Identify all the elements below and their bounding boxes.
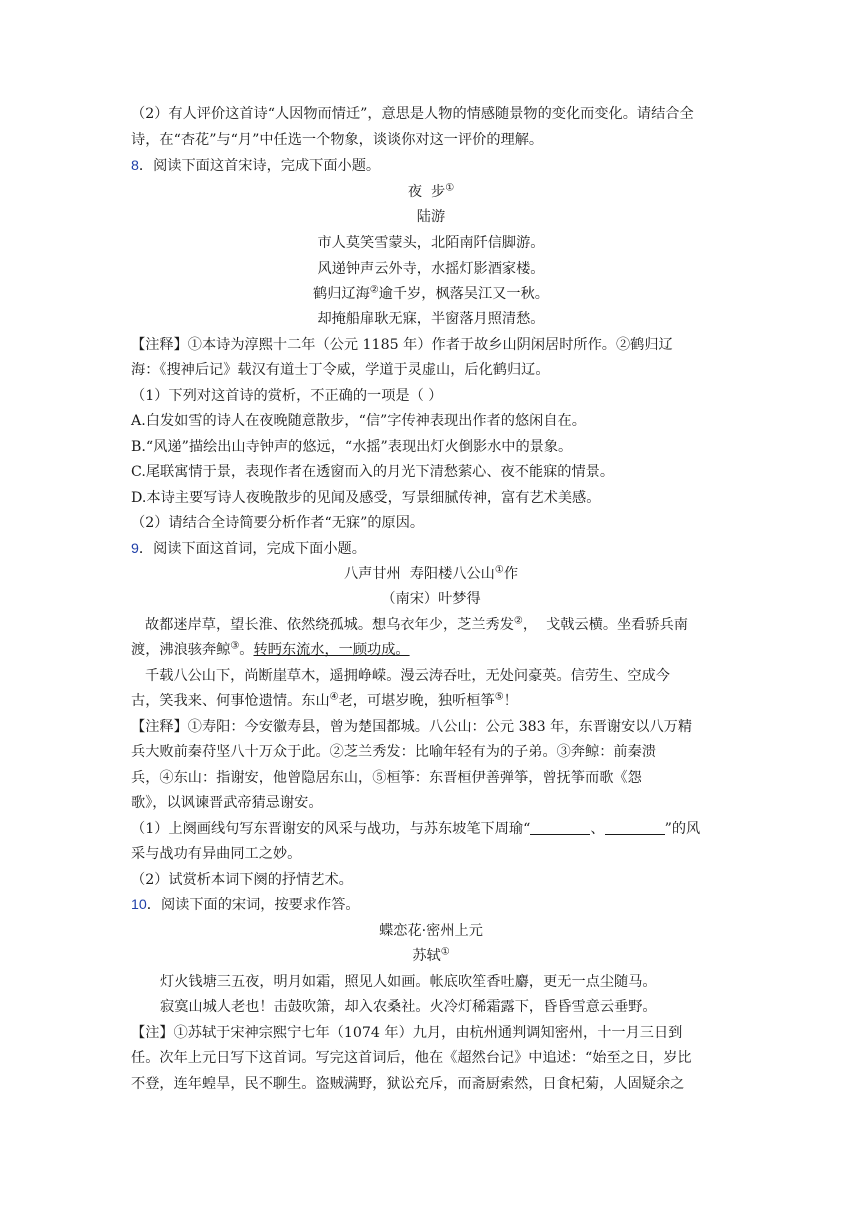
q8-heading	[131, 156, 731, 176]
q9-title-part-a: 八声甘州 寿阳楼八公山	[343, 566, 495, 582]
q9-note-line-3: 兵，④东山：指谢安，他曾隐居东山，⑤桓筝：东晋桓伊善弹筝，曾抚筝而歌《怨	[131, 770, 642, 786]
q9-s1l2-b: 。	[239, 642, 254, 658]
q9-s1l1-note: ②	[513, 615, 523, 627]
q8-sub1: （1）下列对这首诗的赏析，不正确的一项是（ ）	[131, 388, 443, 404]
q7-sub2-line1: （2）有人评价这首诗“人因物而情迁”，意思是人物的情感随景物的变化而变化。请结合全	[131, 106, 694, 122]
q9-s2l2-note2: ⑤	[494, 691, 504, 703]
q10-note-line-1: 【注】①苏轼于宋神宗熙宁七年（1074 年）九月，由杭州通判调知密州，十一月三日到	[131, 1025, 683, 1041]
q8-option-c: C.尾联寓情于景，表现作者在透窗而入的月光下清愁萦心、夜不能寐的情景。	[131, 464, 615, 480]
q10-number[interactable]: 10	[131, 897, 147, 913]
q8-poem-line-1: 市人莫笑雪蒙头，北陌南阡信脚游。	[317, 235, 545, 251]
q9-sub1-sep: 、	[590, 821, 605, 837]
q9-stanza1-line1	[145, 615, 745, 635]
q8-number[interactable]: 8	[131, 158, 139, 174]
q8-note-line-2: 海：《搜神后记》载汉有道士丁令威，学道于灵虚山，后化鹤归辽。	[131, 362, 550, 378]
q8-line3-part-a: 鹤归辽海	[313, 286, 370, 302]
q9-note-line-4: 歌》，以讽谏晋武帝猜忌谢安。	[131, 795, 323, 811]
q8-sub2: （2）请结合全诗简要分析作者“无寐”的原因。	[131, 515, 425, 531]
q8-title-text: 夜 步	[407, 184, 446, 200]
q10-ci-title: 蝶恋花·密州上元	[379, 923, 483, 939]
q9-s1l2-note: ③	[230, 640, 240, 652]
q8-poem-line-2: 风递钟声云外寺，水摇灯影酒家楼。	[317, 261, 545, 277]
q9-note-line-2: 兵大败前秦苻坚八十万众于此。②芝兰秀发：比喻年轻有为的子弟。③奔鲸：前秦溃	[131, 744, 656, 760]
q10-heading	[131, 895, 731, 915]
q9-s2l2-note1: ④	[329, 691, 339, 703]
q10-note-line-2: 任。次年上元日写下这首词。写完这首词后，他在《超然台记》中追述：“始至之日，岁比	[131, 1050, 692, 1066]
q7-sub2-line2: 诗，在“杏花”与“月”中任选一个物象，谈谈你对这一评价的理解。	[131, 132, 544, 148]
q8-author: 陆游	[416, 209, 446, 225]
q8-option-b: B.“风递”描绘出山寺钟声的悠远，“水摇”表现出灯火倒影水中的景象。	[131, 439, 573, 455]
q9-answer-blank-1[interactable]	[530, 820, 590, 835]
q9-s2l2-a: 古，笑我来、何事怆遗情。东山	[131, 693, 330, 709]
q9-title-note: ①	[494, 564, 504, 576]
q9-stanza1-line2	[131, 640, 731, 660]
q9-author: （南宋）叶梦得	[381, 591, 481, 607]
q10-author-name: 苏轼	[412, 948, 441, 964]
q10-prompt: ．阅读下面的宋词，按要求作答。	[146, 897, 360, 913]
q8-note-line-1: 【注释】①本诗为淳熙十二年（公元 1185 年）作者于故乡山阴闲居时所作。②鹤归辽	[131, 337, 673, 353]
q9-s1l2-a: 渡，沸浪骇奔鲸	[131, 642, 231, 658]
q9-ci-title	[131, 564, 731, 584]
q9-s1l1-a: 故都迷岸草，望长淮、依然绕孤城。想乌衣年少，芝兰秀发	[145, 617, 514, 633]
q10-author	[131, 946, 731, 966]
q9-note-line-1: 【注释】①寿阳：今安徽寿县，曾为楚国都城。八公山：公元 383 年，东晋谢安以八万精	[131, 719, 693, 735]
q9-underlined-line: 转眄东流水，一顾功成。	[253, 642, 410, 658]
q9-stanza2-line1: 千载八公山下，尚断崖草木，遥拥峥嵘。漫云涛吞吐，无处问豪英。信劳生、空成今	[145, 668, 670, 684]
q9-heading	[131, 539, 731, 559]
q8-option-a: A.白发如雪的诗人在夜晚随意散步，“信”字传神表现出作者的悠闲自在。	[131, 413, 586, 429]
q9-stanza2-line2	[131, 691, 731, 711]
q9-sub1-text-b: ”的风	[664, 821, 701, 837]
q10-author-note: ①	[440, 946, 450, 958]
q8-poem-line-4: 却掩船扉耿无寐，半窗落月照清愁。	[317, 311, 545, 327]
q10-ci-line-1: 灯火钱塘三五夜，明月如霜，照见人如画。帐底吹笙香吐麝，更无一点尘随马。	[160, 974, 657, 990]
q9-answer-blank-2[interactable]	[605, 820, 665, 835]
q9-sub1-line1	[131, 819, 731, 839]
q9-s2l2-c: ！	[503, 693, 518, 709]
q8-poem-line-3	[131, 284, 731, 304]
q9-prompt: ．阅读下面这首词，完成下面小题。	[138, 541, 366, 557]
q9-sub2: （2）试赏析本词下阕的抒情艺术。	[131, 872, 353, 888]
q8-poem-title	[131, 182, 731, 202]
q8-title-note: ①	[445, 182, 455, 194]
q8-line3-part-b: 逾千岁，枫落吴江又一秋。	[378, 286, 549, 302]
q8-line3-note: ②	[369, 284, 379, 296]
q9-s2l2-b: 老，可堪岁晚，独听桓筝	[338, 693, 495, 709]
q10-ci-line-2: 寂寞山城人老也！击鼓吹箫，却入农桑社。火冷灯稀霜露下，昏昏雪意云垂野。	[160, 999, 657, 1015]
q10-note-line-3: 不登，连年蝗旱，民不聊生。盗贼满野，狱讼充斥，而斋厨索然，日食杞菊，人固疑余之	[131, 1076, 685, 1092]
q9-s1l1-b: ， 戈戟云横。坐看骄兵南	[522, 617, 688, 633]
q8-prompt: ．阅读下面这首宋诗，完成下面小题。	[138, 158, 381, 174]
q8-option-d: D.本诗主要写诗人夜晚散步的见闻及感受，写景细腻传神，富有艺术美感。	[131, 490, 601, 506]
q9-sub1-text-a: （1）上阕画线句写东晋谢安的风采与战功，与苏东坡笔下周瑜“	[131, 821, 531, 837]
q9-sub1-line2: 采与战功有异曲同工之妙。	[131, 846, 302, 862]
q9-number[interactable]: 9	[131, 541, 139, 557]
q9-title-part-b: 作	[503, 566, 519, 582]
